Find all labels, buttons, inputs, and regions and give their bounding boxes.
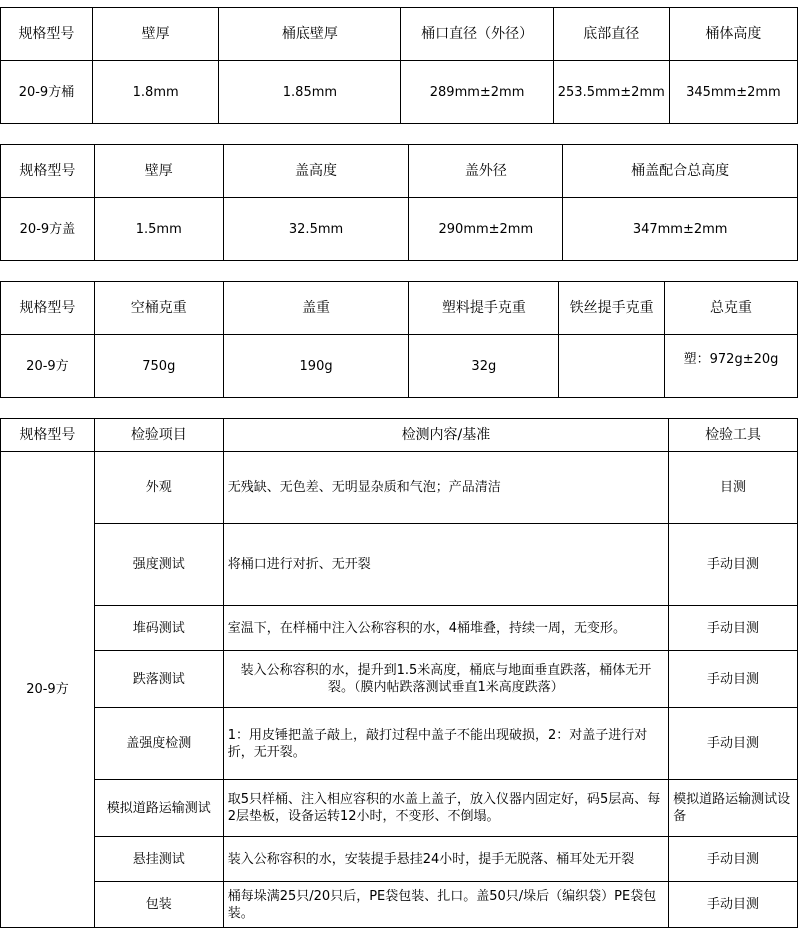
table-cell: 20-9方桶 [1,61,93,124]
tool-cell: 手动目测 [669,837,798,882]
table-row [1,335,798,398]
item-cell: 盖强度检测 [94,708,223,780]
header-cell: 检验项目 [94,419,223,452]
inspection-table [0,418,798,928]
item-cell: 包装 [94,882,223,928]
content-cell: 装入公称容积的水，提升到1.5米高度，桶底与地面垂直跌落，桶体无开裂。（膜内帖跌落测试垂直1米高度跌落） [223,651,668,708]
table-row [1,651,798,708]
table-row [1,524,798,606]
header-cell: 桶口直径（外径） [401,8,553,61]
header-cell: 壁厚 [92,8,219,61]
table-cell: 1.5mm [94,198,223,261]
table-header-row [1,419,798,452]
spec-cell: 20-9方 [1,452,95,928]
content-cell: 取5只样桶、注入相应容积的水盖上盖子，放入仪器内固定好，码5层高、每2层垫板，设备运转12小时，不变形、不倒塌。 [223,780,668,837]
item-cell: 外观 [94,452,223,524]
header-cell: 规格型号 [1,8,93,61]
header-cell: 规格型号 [1,145,95,198]
content-cell: 桶每垛满25只/20只后，PE袋包装、扎口。盖50只/垛后（编织袋）PE袋包装。 [223,882,668,928]
table-cell: 20-9方盖 [1,198,95,261]
table-row [1,61,798,124]
header-cell: 规格型号 [1,419,95,452]
header-cell: 盖外径 [409,145,563,198]
weight-table [0,281,798,398]
bucket-dimensions-table [0,7,798,124]
table-cell: 20-9方 [1,335,95,398]
content-cell: 装入公称容积的水，安装提手悬挂24小时，提手无脱落、桶耳处无开裂 [223,837,668,882]
header-cell: 铁丝提手克重 [559,282,665,335]
table-row [1,198,798,261]
header-cell: 盖重 [223,282,409,335]
tool-cell: 手动目测 [669,524,798,606]
table-cell: 345mm±2mm [669,61,797,124]
table-cell: 塑：972g±20g [665,335,798,398]
table-cell: 32.5mm [223,198,409,261]
table-cell: 347mm±2mm [563,198,798,261]
table-row [1,780,798,837]
item-cell: 悬挂测试 [94,837,223,882]
table-header-row [1,282,798,335]
header-cell: 盖高度 [223,145,409,198]
table-header-row [1,8,798,61]
table-cell: 253.5mm±2mm [553,61,669,124]
header-cell: 壁厚 [94,145,223,198]
tool-cell: 手动目测 [669,651,798,708]
content-cell: 无残缺、无色差、无明显杂质和气泡；产品清洁 [223,452,668,524]
item-cell: 模拟道路运输测试 [94,780,223,837]
table-cell [559,335,665,398]
header-cell: 桶盖配合总高度 [563,145,798,198]
table-cell: 750g [94,335,223,398]
table-cell: 190g [223,335,409,398]
table-cell: 1.8mm [92,61,219,124]
item-cell: 堆码测试 [94,606,223,651]
content-cell: 将桶口进行对折、无开裂 [223,524,668,606]
header-cell: 检测内容/基准 [223,419,668,452]
item-cell: 跌落测试 [94,651,223,708]
header-cell: 底部直径 [553,8,669,61]
table-row [1,606,798,651]
header-cell: 塑料提手克重 [409,282,559,335]
item-cell: 强度测试 [94,524,223,606]
table-cell: 289mm±2mm [401,61,553,124]
table-cell: 1.85mm [219,61,401,124]
table-row [1,882,798,928]
lid-dimensions-table [0,144,798,261]
tool-cell: 手动目测 [669,708,798,780]
tool-cell: 模拟道路运输测试设备 [669,780,798,837]
table-row [1,708,798,780]
tool-cell: 手动目测 [669,606,798,651]
header-cell: 规格型号 [1,282,95,335]
tool-cell: 目测 [669,452,798,524]
content-cell: 室温下，在样桶中注入公称容积的水，4桶堆叠，持续一周，无变形。 [223,606,668,651]
tool-cell: 手动目测 [669,882,798,928]
table-header-row [1,145,798,198]
header-cell: 空桶克重 [94,282,223,335]
content-cell: 1：用皮锤把盖子敲上，敲打过程中盖子不能出现破损，2：对盖子进行对折，无开裂。 [223,708,668,780]
table-row [1,452,798,524]
header-cell: 桶体高度 [669,8,797,61]
table-row [1,837,798,882]
header-cell: 桶底壁厚 [219,8,401,61]
header-cell: 总克重 [665,282,798,335]
table-cell: 32g [409,335,559,398]
header-cell: 检验工具 [669,419,798,452]
table-cell: 290mm±2mm [409,198,563,261]
